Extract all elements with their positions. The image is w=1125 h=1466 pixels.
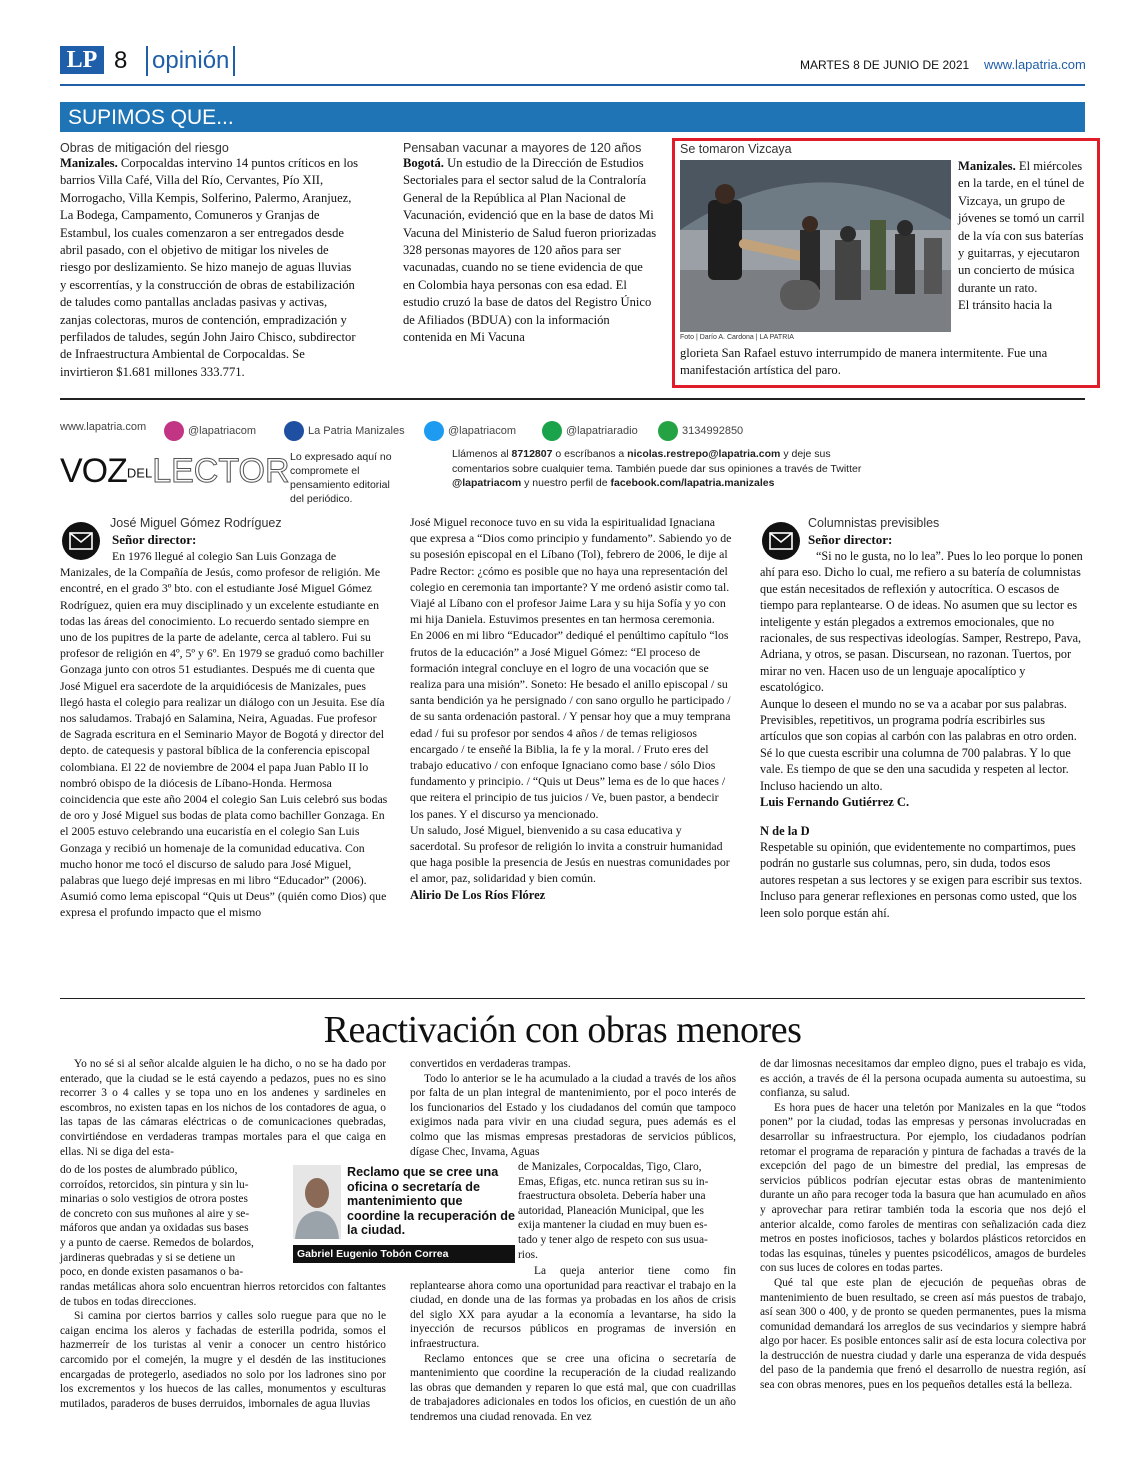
column-paragraph: Si camina por ciertos barrios y calles solo ruegue para que no le caigan encima los aleros y fachadas de esterilla podrida, somos el hazmerreír de los turistas al venir a conocer un centro histórico carcomido por el comején, la mugre y el desdén de las instituciones encargadas de protegerlo, asediados no solo por los ladrones sino por los excrementos y los huecos de las calles, monumentos y esculturas mutilados, paraderos de buses derruidos, imbornales de agua lluvias [60,1310,386,1410]
column-text-1 [60,1057,386,1159]
photo-credit: Foto | Darío A. Cardona | LA PATRIA [680,334,794,341]
instagram-label: @lapatriacom [188,425,257,437]
pull-quote-box [293,1165,515,1263]
item-body: Un estudio de la Dirección de Estudios Sectoriales para el sector salud de la Contraloría General de la República al Plan Nacional de Vacunación, evidenció que en la base de datos Mi Vacuna del Ministerio de Salud fueron priorizadas 328 personas mayores de 120 años para ser vacunadas, cuando no se tiene evidencia de que en Colombia haya personas con esa edad. El estudio cruzó la base de datos del Registro Único de Afiliados (BDUA) con la información contenida en Mi Vacuna [403,156,657,345]
column-wrap-line: rios. [518,1248,538,1261]
voz-del-lector-title [60,452,290,491]
column-paragraph: convertidos en verdaderas trampas. [410,1058,571,1070]
social-web[interactable] [60,421,146,433]
column-author: Gabriel Eugenio Tobón Correa [293,1245,515,1263]
column-wrap-1 [60,1163,286,1280]
pull-quote: Reclamo que se cree una oficina o secretaría de mantenimiento que coordine la recuperación de la ciudad. [347,1165,515,1238]
voz-word: VOZ [60,452,127,490]
spotify-label: @lapatriaradio [566,425,638,437]
letter-paragraph: Asumió como lema episcopal “Quis ut Deus” (quién como Dios) que expresa el profundo impacto que el mismo [60,889,387,920]
item-kicker: Obras de mitigación del riesgo [60,141,229,155]
column-paragraph: Reclamo entonces que se cree una oficina o secretaría de mantenimiento que coordine la recuperación de la ciudad realizando las obras que demanden y reparen lo que está mal, que con cuadrillas de trabajadores adicionales en todos los oficios, en cuestión de un año tendremos una ciudad renovada. En vez [410,1352,736,1423]
contact-text: o escríbanos a [555,448,625,460]
letter-paragraph: En 1976 llegué al colegio San Luis Gonzaga de Manizales, de la Compañía de Jesús, como profesor de religión. Me encontré, en el grado 3º bto. con el estudiante José Miguel Gómez Rodríguez, quien era muy disciplinado y un excelente estudiante en todas las áreas del conocimiento. Lo recuerdo sentado siempre en uno de los pupitres de la parte de adelante, cerca al tablero. Fui su profesor de religión en 4º, 5º y 6º. En 1979 se graduó como bachiller Gonzaga junto con otros 51 estudiantes. Después me di cuenta que José Miguel era sacerdote de la arquidiócesis de Manizales, pues llegó hasta el colegio para realizar un diálogo con un Jesuita. Ese día nos saludamos. Trabajó en Salamina, Neira, Aguadas. Fue profesor de Sagrada escritura en el Seminario Mayor de Bogotá y director del depto. de catequesis y pastoral bíblica de la conferencia episcopal colombiana. El 22 de noviembre de 2004 el papa Juan Pablo II lo nombró obispo de la diócesis de Líbano-Honda. Hermosa coincidencia que este año 2004 el colegio San Luis celebró sus bodas de oro y José Miguel sus bodas de plata como bachiller Gonzaga. En el 2005 estuvo celebrando una eucaristía en el colegio San Luis Gonzaga y recibió un homenaje de la comunidad educativa. Con mucho honor me tocó el discurso de saludo para José Miguel, palabras que luego dejé impresas en mi libro “Educador” (2006). [60,549,388,888]
letter-paragraph: Un saludo, José Miguel, bienvenido a su casa educativa y sacerdotal. Su profesor de religión lo invita a construir humanidad que haga posible la presencia de Jesús en nuestras comunidades por el amor, paz, solidaridad y bien común. [410,822,730,886]
social-strip [60,417,1085,443]
section-title: opinión [146,46,235,76]
item-text-tail: El tránsito hacia la [958,298,1053,313]
column-paragraph: La queja anterior tiene como fin replantearse ahora como una oportunidad para reactivar el trabajo en la ciudad, en donde una de las formas ya probadas en los años de crisis del siglo XX para ayudar a la economía a levantarse, ha sido la inyección de recursos públicos en programas de inversión en infraestructura. [410,1265,736,1350]
supimos-item-3 [958,158,1092,315]
page-number: 8 [114,47,128,74]
letter-kicker: Columnistas previsibles [808,516,940,530]
column-wrap-line: minarias o solo vestigios de otrora postes [60,1193,248,1206]
letter-signature: Alirio De Los Ríos Flórez [410,887,546,902]
whatsapp-label: 3134992850 [682,425,744,437]
column-wrap-line: autoridad, Planeación Municipal, que les [518,1204,704,1217]
supimos-item-2 [403,141,657,346]
dateline: Manizales. [958,159,1016,173]
column-text-1b [60,1280,386,1411]
column-wrap-2 [518,1160,736,1262]
concert-photo [680,160,951,332]
email-link[interactable]: nicolas.restrepo@lapatria.com [627,448,781,460]
social-facebook[interactable] [284,421,405,441]
column-text-2 [410,1057,736,1159]
column-wrap-line: tado y tener algo de respeto con sus usua- [518,1233,708,1246]
editor-note-title: N de la D [760,823,810,838]
column-paragraph: Todo lo anterior se le ha acumulado a la ciudad a través de los años por falta de un plan integral de mantenimiento, por el poco interés de los funcionarios del Estado y los ciudadanos del común que tampoco exigimos nada para vivir en una ciudad segura, pues además es el colmo que las mismas empresas prestadoras de servicios públicos, dígase Chec, Invama, Aguas [410,1072,736,1158]
column-paragraph: Yo no sé si al señor alcalde alguien le ha dicho, o no se ha dado por enterado, que la ciudad se le está cayendo a pedazos, pues no es sino recorrer 3 o 4 calles y se topa uno en los andenes y sardineles en escombros, no existen tapas en los nichos de los contadores de agua, o las tapas de las cámaras eléctricas o de comunicaciones quebradas, convirtiéndose en verdaderas trampas mortales para el que caiga en ellas. Ni se diga del esta- [60,1058,386,1158]
column-wrap-line: y a punto de caerse. Remedos de bolardos, [60,1236,254,1249]
item-text [958,158,1092,297]
instagram-icon [164,421,184,441]
section-rule [60,998,1085,999]
letter-kicker: José Miguel Gómez Rodríguez [110,516,282,530]
disclaimer: Lo expresado aquí no compromete el pensamiento editorial del periódico. [290,451,392,505]
column-wrap-line: exija mantener la ciudad en muy buen es- [518,1219,708,1232]
social-twitter[interactable] [424,421,516,441]
letter-signature: Luis Fernando Gutiérrez C. [760,795,910,810]
item-text [403,155,657,346]
editor-note-text: Respetable su opinión, que evidentemente no compartimos, pues podrán no gustarle sus columnas, pero, sin duda, todos esos autores respetan a sus lectores y se exigen para escribir sus textos. Incluso para generar reflexiones en personas como usted, que los leen solo porque están ahí. [760,839,1083,920]
column-paragraph: Es hora pues de hacer una teletón por Manizales en la que “todos ponen” por la ciudad, todas las empresas y personas involucradas en desarrollar su infraestructura. Por ejemplo, los ciudadanos podrían retomar el programa de reparación y pintura de fachadas a través de la excepción del pago de un bimestre del predial, las empresas de servicios públicos podrían ejecutar estas obras de mantenimiento durante un año para recoger toda la basura que han acumulado en años y aprovechar para retirar también toda la escoria que nos dejó el anterior alcalde, como faroles de mentiras con señalización cada diez metros en postes inoficiosos, taches y bolardos plásticos retorcidos en todas las esquinas, túneles y puentes psicodélicos, amagos de burdeles con sus luces de colores en todas partes. [760,1101,1086,1275]
column-text-2b [410,1264,736,1425]
facebook-link[interactable]: facebook.com/lapatria.manizales [610,477,775,489]
header-rule [60,84,1085,86]
letter-paragraph: José Miguel reconoce tuvo en su vida la espiritualidad Ignaciana que expresa a “Dios como principio y fundamento”. Sabiendo yo de su posesión episcopal en el Líbano (Tol), febrero de 2006, le dije al Padre Rector: ¿cómo es posible que no haya una representación del colegio en ceremonia tan importante? Y me ordenó asistir como tal. Viajé al Líbano con el profesor Jaime Lara y su hija Sofía y yo con mi hija Daniela. Estuvimos presentes en tan hermosa ceremonia. [410,515,732,627]
column-wrap-line: poco, en donde existen pasamanos o ba- [60,1266,244,1279]
facebook-label: La Patria Manizales [308,425,405,437]
column-wrap-line: corroídos, retorcidos, sin pintura y sin lu- [60,1178,249,1191]
contact-info [452,447,872,491]
supimos-item-1 [60,141,360,381]
column-paragraph: Qué tal que este plan de ejecución de pequeñas obras de mantenimiento de buen resultado, se creen así más puestos de trabajo, así sean 300 o 400, y de pronto se queden permanentes, pues la misma comunidad demandará los arreglos de sus vecindarios y siempre habrá algo por hacer. Es posible entonces salir así de esta locura colectiva por la destrucción de nuestra ciudad y darle una esperanza de vida después del paso de la pandemia que frenó el desarrollo de nuestra región, así sea con obras menores, pues en los pequeños detalles está la belleza. [760,1276,1086,1392]
item-kicker: Se tomaron Vizcaya [680,142,792,156]
contact-text: y nuestro perfil de [524,477,608,489]
contact-text: Llámenos al [452,448,509,460]
photo-illustration [680,160,951,332]
facebook-icon [284,421,304,441]
item-body: El miércoles en la tarde, en el túnel de Vizcaya, un grupo de jóvenes se tomó un carril de la vía con sus baterías y guitarras, y ejecutaron un concierto de música durante un rato. [958,159,1085,295]
twitter-handle[interactable]: @lapatriacom [452,477,522,489]
whatsapp-icon [658,421,678,441]
web-label: www.lapatria.com [60,421,147,433]
author-photo [293,1165,341,1239]
letter1-column-2 [410,514,734,903]
letter2-column [760,548,1086,921]
item-kicker: Pensaban vacunar a mayores de 120 años [403,141,642,155]
column-wrap-line: de Manizales, Corpocaldas, Tigo, Claro, [518,1161,702,1173]
supimos-title: SUPIMOS QUE... [68,106,234,129]
column-text-3 [760,1057,1086,1393]
salutation: Señor director: [112,532,197,547]
column-wrap-line: jardineras quebradas y si se detiene un [60,1251,236,1264]
letter-paragraph: “Si no le gusta, no lo lea”. Pues lo leo porque lo ponen ahí para eso. Dicho lo cual, me refiero a su batería de columnistas que están necesitados de reflexión y autocrítica. O escasos de tiempo para replantearse. O de ideas. No asumen que su lector es inteligente y están plegados a extremos emocionales, que no racionales, de sus respectivas ideologías. Samper, Restrepo, Pava, Adriana, y otros, se pasan. Discursean, no razonan. Tuertos, por mirar no ven. Hacen uso de un lenguaje apocalíptico y escatológico. [760,549,1083,695]
column-paragraph: de dar limosnas necesitamos dar empleo digno, pues el trabajo es vida, es acción, a través de él la persona ocupada aumenta su autoestima, su confianza, su salud. [760,1058,1086,1100]
del-word: DEL [126,465,153,481]
salutation: Señor director: [808,532,893,547]
dateline: Bogotá. [403,156,444,170]
social-whatsapp[interactable] [658,421,743,441]
column-wrap-line: Emas, Efigas, etc. nunca retiran sus su in- [518,1175,709,1188]
website-link[interactable]: www.lapatria.com [984,57,1086,72]
twitter-icon [424,421,444,441]
letter1-column-1 [60,548,388,921]
twitter-label: @lapatriacom [448,425,517,437]
supimos-banner [60,102,1085,132]
contact-text: y deje sus comentarios sobre cualquier tema. También puede dar sus opiniones a través de Twitter [452,448,862,475]
issue-date: MARTES 8 DE JUNIO DE 2021 [800,58,970,72]
item-text [60,155,360,381]
section-rule [60,398,1085,400]
phone-number[interactable]: 8712807 [511,448,553,460]
lector-word: LECTOR [152,452,290,490]
column-paragraph: randas metálicas ahora solo encuentran hierros retorcidos con faltantes de tubos en todas direcciones. [60,1281,386,1308]
column-wrap-line: máforos que andan ya oxidadas sus bases [60,1222,249,1235]
supimos-item-3-bottom [680,345,1090,380]
column-headline: Reactivación con obras menores [323,1009,802,1051]
column-wrap-line: fraestructura obsoleta. Debería haber una [518,1190,706,1203]
logo: LP [60,46,104,74]
spotify-icon [542,421,562,441]
dateline: Manizales. [60,156,118,170]
column-wrap-line: do de los postes de alumbrado público, [60,1164,238,1176]
social-instagram[interactable] [164,421,256,441]
item-text-bottom: glorieta San Rafael estuvo interrumpido de manera intermitente. Fue una manifestación artística del paro. [680,346,1048,378]
letter-paragraph: En 2006 en mi libro “Educador” dediqué el penúltimo capítulo “los frutos de la educación” a José Miguel Gómez: “El proceso de formación integral concluye en el logro de una vocación que se realiza para una misión”. Soneto: He besado el anillo episcopal / su santa bendición ya he persignado / con sano orgullo he participado / de su santa ordenación pastoral. / Y pensar hoy que a muy temprana edad / fui su profesor por sendos 4 años / de temas religiosos encargado / te enseñé la Biblia, la fe y la moral. / Fruto eres del trabajo educativo / con enfoque Ignaciano como base / sólo Dios fundamento y principio. / “Quis ut Deus” lema es de lo que haces / que reitera el principio de tus juicios / Ve, buen pastor, a bendecir los panes. Y el discurso ya mencionado. [410,628,731,821]
letter-paragraph: Aunque lo deseen el mundo no se va a acabar por sus palabras. Previsibles, repetitivos, un programa podría escribirles sus artículos que son copias al carbón con las palabras en otro orden. Sé lo que cuesta escribir una columna de 700 palabras. Y lo que vale. Es tiempo de que se den una sacudida y respeten al lector. Incluso haciendo un alto. [760,696,1077,793]
social-spotify[interactable] [542,421,638,441]
column-wrap-line: de concreto con sus muñones al aire y se- [60,1207,250,1220]
item-body: Corpocaldas intervino 14 puntos críticos en los barrios Villa Café, Villa del Río, Cervantes, Pío XII, Morrogacho, Villa Kempis, Solferino, Palermo, Aranjuez, La Bodega, Campamento, Comuneros y Granjas de Estambul, los cuales comenzaron a ser entregados desde abril pasado, con el objetivo de mitigar los niveles de riesgo por deslizamiento. Se hizo manejo de aguas lluvias y escorrentías, y la construcción de obras de estabilización de taludes como pantallas ancladas pasivas y activas, zanjas colectoras, muros de contención, empradización y perfilados de taludes, según John Jairo Chisco, subdirector de Infraestructura Ambiental de Corpocaldas. Se invirtieron $1.681 millones 333.771. [60,156,359,379]
